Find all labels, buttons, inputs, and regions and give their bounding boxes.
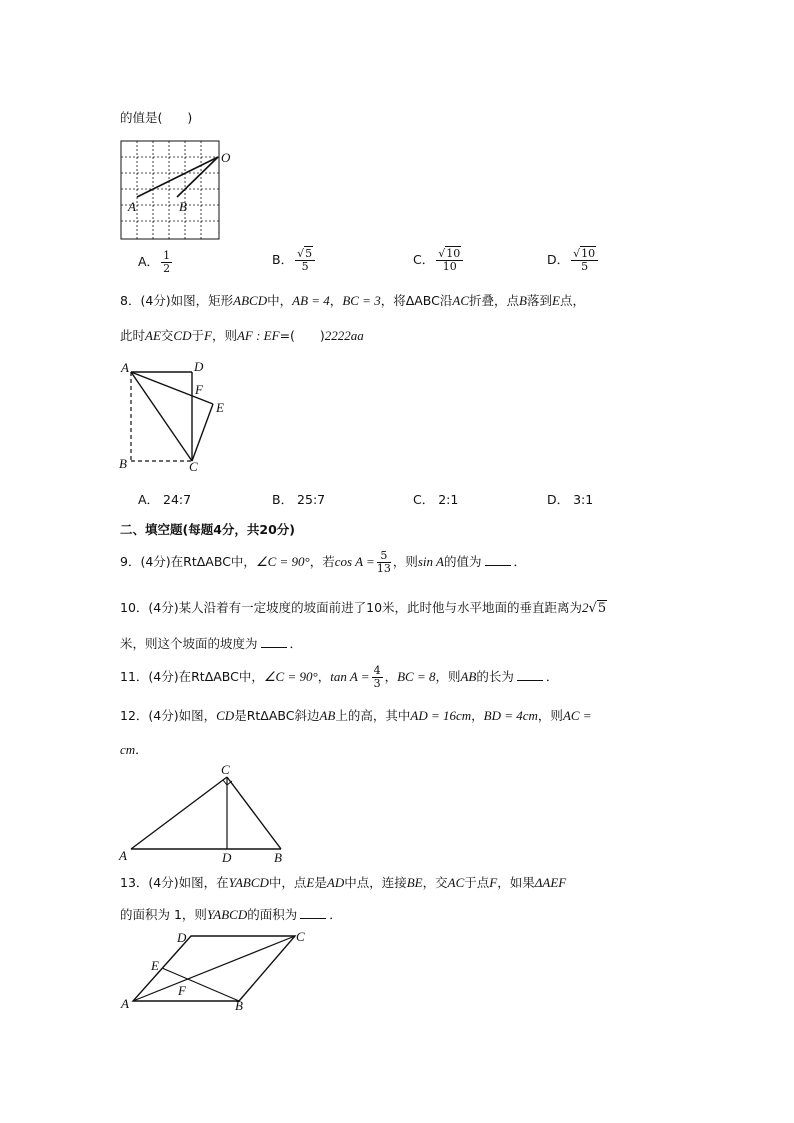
q10-line1: 10．(4分)某人沿着有一定坡度的坡面前进了10米，此时他与水平地面的垂直距离为2√5 — [120, 600, 607, 616]
label-b: B — [235, 998, 243, 1013]
q11: 11．(4分)在RtΔABC中，∠C = 90°，tan A = $\frac{4}{3}$ ，BC = 8，则AB的长为 ． — [120, 664, 559, 690]
q8-option-c[interactable]: C． 2:1 — [413, 492, 459, 507]
q8-line1: 8．(4分)如图，矩形ABCD中，AB = 4，BC = 3，将ΔABC沿AC折叠，点B落到E点， — [120, 293, 585, 308]
label-a: A — [121, 360, 129, 375]
q8-line2: 此时AE交CD于F，则AF : EF=( )2222aa — [120, 328, 364, 343]
q7-option-b[interactable]: B． $\frac{√5}{5}$ — [272, 248, 317, 273]
section-heading: 二、填空题(每题4分，共20分) — [120, 522, 296, 537]
segment-cb — [227, 777, 281, 849]
answer-blank[interactable] — [261, 637, 287, 648]
label-c: C — [221, 762, 230, 777]
q8-option-a[interactable]: A． 24:7 — [138, 492, 192, 507]
q12-line1: 12．(4分)如图，CD是RtΔABC斜边AB上的高，其中AD = 16cm，BD = 4cm，则AC = — [120, 708, 592, 723]
q12-line2: cm． — [120, 742, 148, 757]
label-b: B — [119, 456, 127, 471]
grid-border — [121, 141, 219, 239]
answer-blank[interactable] — [485, 555, 511, 566]
q12-triangle-figure — [115, 760, 295, 866]
label-a: A — [119, 848, 127, 863]
q8-fold-figure — [115, 358, 245, 476]
grid-lines — [121, 141, 219, 239]
segment-ac — [131, 777, 227, 849]
segment-ao — [137, 157, 218, 197]
label-e: E — [216, 400, 224, 415]
q7-option-c[interactable]: C． $\frac{√10}{10}$ — [413, 248, 465, 273]
label-f: F — [178, 983, 186, 998]
q13-line2: 的面积为 1，则YABCD的面积为 ． — [120, 907, 342, 922]
q13-line1: 13．(4分)如图，在YABCD中，点E是AD中点，连接BE，交AC于点F，如果ΔAEF — [120, 875, 567, 890]
q8-option-d[interactable]: D． 3:1 — [547, 492, 594, 507]
q7-grid-figure — [118, 138, 238, 242]
q8-option-b[interactable]: B． 25:7 — [272, 492, 326, 507]
label-f: F — [195, 382, 203, 397]
label-o: O — [221, 150, 231, 165]
segment-bo — [177, 157, 218, 197]
label-d: D — [222, 850, 232, 865]
q13-parallelogram-figure — [115, 926, 325, 1016]
segment-ac — [131, 372, 192, 461]
label-c: C — [296, 929, 305, 944]
label-b: B — [274, 850, 282, 865]
segment-ec — [192, 404, 213, 461]
label-a: A — [121, 996, 129, 1011]
label-d: D — [177, 930, 187, 945]
label-d: D — [194, 359, 204, 374]
q7-stem-tail: 的值是( ) — [120, 110, 193, 125]
label-a: A — [128, 199, 136, 214]
label-e: E — [151, 958, 159, 973]
q7-option-a[interactable]: A． $\frac{1}{2}$ — [138, 249, 171, 275]
answer-blank[interactable] — [300, 908, 326, 919]
answer-blank[interactable] — [517, 670, 543, 681]
label-b: B — [179, 199, 187, 214]
q9: 9．(4分)在RtΔABC中，∠C = 90°，若cos A = $\frac{5}{13}$ ，则sin A的值为 ． — [120, 549, 527, 575]
label-c: C — [189, 459, 198, 474]
q10-line2: 米，则这个坡面的坡度为 ． — [120, 636, 303, 651]
q7-option-d[interactable]: D． $\frac{√10}{5}$ — [547, 248, 600, 273]
